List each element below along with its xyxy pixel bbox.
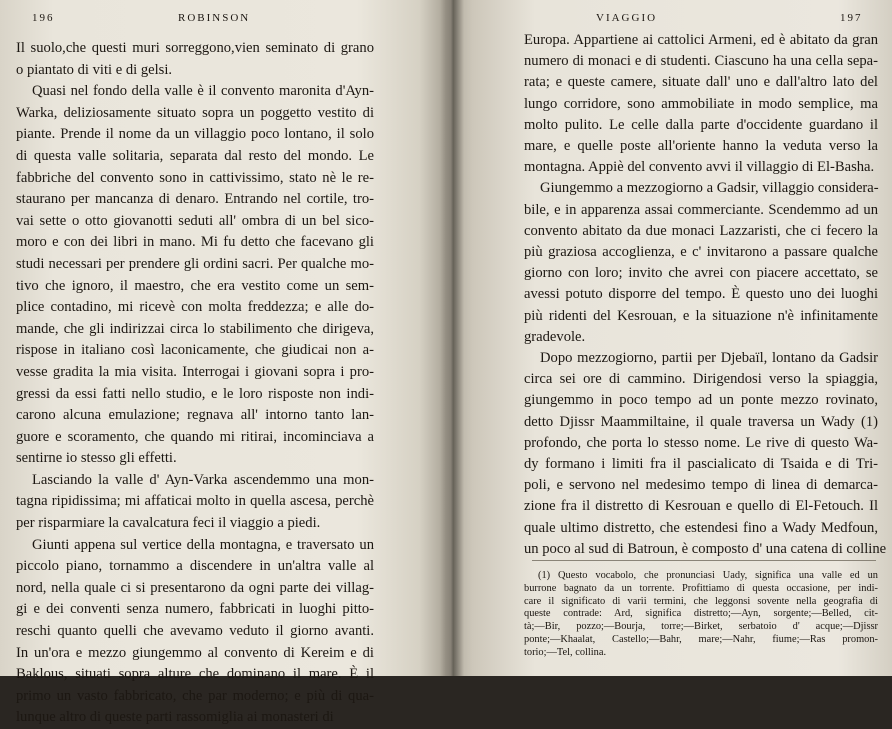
text-line: vai sette o otto giovanotti seduti all' ombra di un bel sico- (16, 212, 374, 229)
text-line: burrone bagnato da un torrente. Profittiamo di questa occasione, per indi- (524, 582, 878, 594)
text-line: mare, e quelle poste all'oriente hanno la veduta verso la (524, 138, 878, 155)
text-line: reschi quanto quelli che avevamo veduto il giorno avanti. (16, 623, 374, 640)
text-line: care il significato di varii termini, che leggonsi sovente nella geografia di (524, 595, 878, 607)
footnote (524, 570, 878, 660)
text-line: studi necessari per prendere gli ordini sacri. Per qualche mo- (16, 255, 374, 272)
text-line: plice contadino, mi ricevè con molta freddezza; e alle do- (16, 299, 374, 316)
text-line: mande, che gli indirizzai circa lo stabilimento che dirigeva, (16, 320, 374, 337)
text-line: In un'ora e mezzo giungemmo al convento di Kereim e di (16, 644, 374, 661)
running-head: VIAGGIO (596, 12, 658, 24)
text-line: ponte;—Khaalat, Castello;—Bahr, mare;—Nahr, fiume;—Ras promon- (524, 633, 878, 645)
text-line: gressi da essi fatti nello studio, e le loro risposte non indi- (16, 385, 374, 402)
running-head: ROBINSON (178, 12, 251, 24)
text-line: carono alcuna emulazione; regnava all' intorno tanto lan- (16, 407, 374, 424)
text-line: profondo, che porta lo stesso nome. Le rive di questo Wa- (524, 434, 878, 451)
text-line: o piantato di viti e di gelsi. (16, 61, 173, 78)
text-line: più ridenti del Kesrouan, e la situazione n'è infinitamente (524, 307, 878, 324)
text-line: Dopo mezzogiorno, partii per Djebaïl, lontano da Gadsir (540, 350, 878, 367)
text-line: gradevole. (524, 328, 586, 345)
text-line: staurano per mancanza di denaro. Entrando nel cortile, tro- (16, 191, 374, 208)
left-page (0, 0, 440, 726)
right-page (464, 0, 892, 676)
text-line: giungemmo in poco tempo ad un ponte mezzo rovinato, (524, 392, 878, 409)
page-number: 196 (32, 12, 55, 24)
text-line: numero di monaci e di studenti. Ciascuno ha una cella sepa- (524, 53, 878, 70)
text-line: un poco al sud di Batroun, è composto d' una catena di colline (524, 540, 887, 557)
text-line: lungo corridore, sono ammobiliate in modo semplice, ma (524, 95, 878, 112)
text-line: per risparmiare la cavalcatura feci il viaggio a piedi. (16, 515, 321, 532)
text-line: tà;—Bir, pozzo;—Bourja, torre;—Birket, serbatoio d' acque;—Djissr (524, 621, 878, 633)
text-line: detto Djissr Maammiltaine, il quale traversa un Wady (1) (524, 413, 878, 430)
text-line: rata; e queste camere, situate dall' uno e dall'altro lato del (524, 74, 878, 91)
text-line: tivo che ignoro, il maestro, che era vestito come un sem- (16, 277, 374, 294)
text-line: fabbriche del convento sono in cattivissimo, stato nè le re- (16, 169, 374, 186)
text-line: bile, e in apparenza assai commerciante. Scendemmo ad un (524, 201, 878, 218)
text-line: Europa. Appartiene ai cattolici Armeni, ed è abitato da gran (524, 32, 878, 48)
text-line: giorno con loro; invito che avrei con piacere accettato, se (524, 265, 878, 282)
text-line: montagna. Appiè del convento avvi il villaggio di El-Basha. (524, 159, 875, 176)
text-line: (1) Questo vocabolo, che pronunciasi Uady, significa una valle ed un (538, 570, 878, 581)
text-line: Warka, deliziosamente situato sopra un poggetto vestito di (16, 104, 374, 121)
text-line: Lasciando la valle d' Ayn-Varka ascendemmo una mon- (32, 471, 374, 488)
text-line: nord, nella quale ci si presentarono da ogni parte dei villag- (16, 579, 374, 596)
text-line: queste contrade: Ard, significa distretto;—Ayn, sorgente;—Belled, cit- (524, 608, 878, 620)
text-line: Baklous, situati sopra alture che dominano il mare. È il (16, 666, 374, 683)
left-page-text (16, 38, 374, 729)
text-line: convento abitato da due monaci Lazzaristi, che ci fecero la (524, 222, 878, 239)
text-line: Giungemmo a mezzogiorno a Gadsir, villaggio considera- (540, 180, 879, 197)
text-line: molto pulito. Le celle dalla parte d'occidente guardano il (524, 116, 878, 133)
text-line: dy formano i limiti fra il pascialicato di Tsaida e di Tri- (524, 456, 878, 473)
text-line: più graziosa accoglienza, e c' invitarono a passare qualche (524, 244, 878, 261)
text-line: quale ultimo distretto, che estendesi fino a Wady Medfoun, (524, 519, 878, 536)
text-line: avessi potuto disporre del tempo. È questo uno dei luoghi (524, 286, 878, 303)
text-line: di questa valle solitaria, separata dal resto del mondo. Le (16, 147, 374, 164)
text-line: vesse gradita la mia visita. Interrogai i giovani sopra i pro- (16, 363, 374, 380)
book-gutter (440, 0, 464, 676)
right-page-text (524, 30, 887, 560)
text-line: guore e scoramento, che quando mi ritirai, incominciava a (16, 428, 374, 445)
text-line: zione fra il distretto di Kesrouan e quello di El-Fetouch. Il (524, 498, 878, 515)
text-line: gi e dei conventi senza numero, fabbricati in luoghi pitto- (16, 601, 374, 618)
text-line: Giunti appena sul vertice della montagna, e traversato un (32, 536, 374, 553)
footnote-rule (532, 560, 876, 561)
text-line: Quasi nel fondo della valle è il convento maronita d'Ayn- (32, 83, 374, 100)
text-line: piante. Prende il nome da un villaggio poco lontano, il solo (16, 126, 374, 143)
text-line: lunque altro di queste parti rassomiglia ai monasteri di (16, 709, 334, 726)
text-line: primo un vasto fabbricato, che par moderno; e più di qua- (16, 687, 374, 704)
text-line: rispose in italiano così laconicamente, che giudicai non a- (16, 342, 374, 359)
text-line: piccolo piano, tornammo a discendere in un'altra valle al (16, 558, 374, 575)
text-line: sentirne io stesso gli effetti. (16, 450, 177, 467)
text-line: moro e con dei libri in mano. Mi fu detto che facevano gli (16, 234, 374, 251)
text-line: circa sei ore di cammino. Dirigendosi verso la spiaggia, (524, 371, 878, 388)
text-line: torio;—Tel, collina. (524, 646, 607, 658)
text-line: poli, e servono nel medesimo tempo di linea di demarca- (524, 477, 878, 494)
page-number: 197 (840, 12, 863, 24)
text-line: Il suolo,che questi muri sorreggono,vien seminato di grano (16, 40, 374, 56)
text-line: tagna ripidissima; mi affaticai molto in quella ascesa, perchè (16, 493, 374, 510)
